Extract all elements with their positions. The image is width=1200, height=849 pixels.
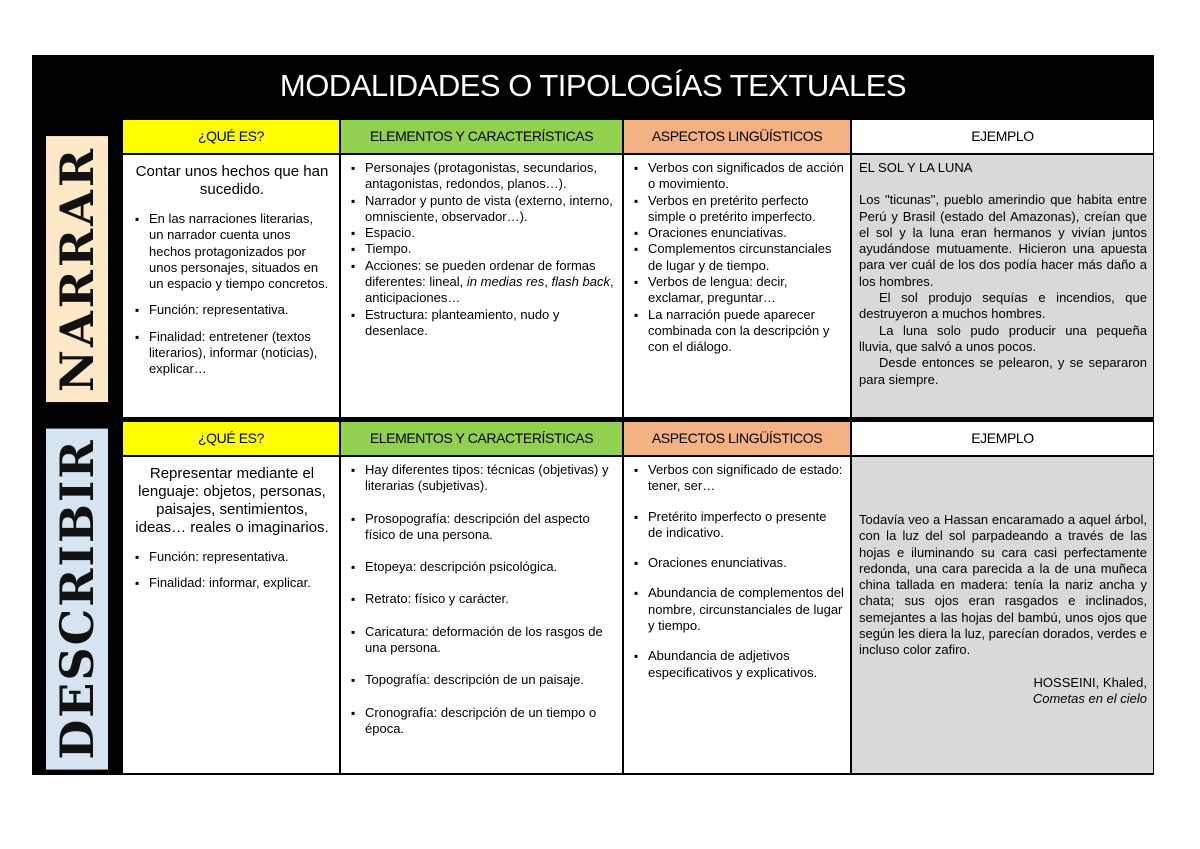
example-author [859, 675, 1147, 708]
list-item: ▪ Estructura: planteamiento, nudo y desenlace. [351, 307, 616, 340]
italic-term: flash back [551, 274, 610, 290]
list-item: ▪ Verbos con significados de acción o movimiento. [634, 160, 844, 193]
list-item: ▪ Espacio. [351, 225, 616, 241]
narrar-definition-list [135, 211, 329, 378]
list-item: ▪ Verbos en pretérito perfecto simple o pretérito imperfecto. [634, 193, 844, 226]
narrar-elementos-cell [341, 155, 622, 417]
side-label-narrar [32, 120, 122, 417]
list-item: ▪ Abundancia de adjetivos especificativos y explicativos. [634, 648, 844, 681]
list-item: ▪ Caricatura: deformación de los rasgos de una persona. [351, 624, 616, 657]
header-aspectos: ASPECTOS LINGÜÍSTICOS [624, 120, 850, 153]
narrar-aspectos-cell [624, 155, 850, 417]
narrar-definition: Contar unos hechos que han sucedido. [135, 163, 329, 198]
list-item: ▪ Complementos circunstanciales de lugar y de tiempo. [634, 241, 844, 274]
describir-section [122, 422, 1154, 773]
describir-aspectos-list [634, 462, 844, 681]
describir-aspectos-cell [624, 457, 850, 773]
describir-elementos-cell [341, 457, 622, 773]
italic-term: in medias res [466, 274, 545, 290]
list-item [351, 258, 616, 307]
list-item: ▪ Prosopografía: descripción del aspecto físico de una persona. [351, 511, 616, 544]
describir-label: DESCRIBIR [46, 428, 108, 769]
list-item: ▪ Verbos de lengua: decir, exclamar, preguntar… [634, 274, 844, 307]
list-item: ▪ Oraciones enunciativas. [634, 225, 844, 241]
example-text [859, 192, 1147, 388]
list-item: ▪ La narración puede aparecer combinada con la descripción y con el diálogo. [634, 307, 844, 356]
page-title: MODALIDADES O TIPOLOGÍAS TEXTUALES [32, 55, 1154, 120]
list-item: ▪ Topografía: descripción de un paisaje. [351, 672, 616, 688]
header-aspectos: ASPECTOS LINGÜÍSTICOS [624, 422, 850, 455]
header-elementos: ELEMENTOS Y CARACTERÍSTICAS [341, 120, 622, 153]
narrar-ejemplo-cell [852, 155, 1153, 417]
header-elementos: ELEMENTOS Y CARACTERÍSTICAS [341, 422, 622, 455]
list-item: ▪ Personajes (protagonistas, secundarios, antagonistas, redondos, planos…). [351, 160, 616, 193]
list-item: ▪ Finalidad: informar, explicar. [135, 575, 329, 591]
list-item: ▪ Hay diferentes tipos: técnicas (objetivas) y literarias (subjetivas). [351, 462, 616, 495]
text-segment: Acciones: se pueden ordenar de formas diferentes: lineal, [365, 257, 596, 290]
list-item: ▪ Finalidad: entretener (textos literarios), informar (noticias), explicar… [135, 329, 329, 378]
list-item: ▪ Tiempo. [351, 241, 616, 257]
list-item: ▪ Función: representativa. [135, 302, 329, 318]
narrar-label: NARRAR [46, 135, 108, 401]
example-title: EL SOL Y LA LUNA [859, 160, 973, 175]
example-text: Todavía veo a Hassan encaramado a aquel árbol, con la luz del sol parpadeando a través de las hojas e iluminando su cara casi perfectamente redonda, una cara parecida a la de una muñeca china tallada en madera: tenía la nariz ancha y chata; sus ojos eran rasgados e inclinados, semejantes a las hojas del bambú, unos ojos que según les diera la luz, parecían dorados, verdes e incluso color zafiro. [859, 512, 1147, 658]
list-item: ▪ Pretérito imperfecto o presente de indicativo. [634, 509, 844, 542]
list-item: ▪ Etopeya: descripción psicológica. [351, 559, 616, 575]
describir-ejemplo-cell [852, 457, 1153, 773]
header-que-es: ¿QUÉ ES? [123, 422, 339, 455]
list-item: ▪ Cronografía: descripción de un tiempo o época. [351, 705, 616, 738]
narrar-definition-cell [123, 155, 339, 417]
example-paragraph: La luna solo pudo producir una pequeña lluvia, que salvó a unos pocos. [859, 322, 1147, 354]
narrar-aspectos-list [634, 160, 844, 356]
narrar-elementos-list [351, 160, 616, 339]
describir-definition-cell [123, 457, 339, 773]
example-paragraph: El sol produjo sequías e incendios, que destruyeron a muchos hombres. [859, 290, 1147, 322]
describir-definition: Representar mediante el lenguaje: objetos, personas, paisajes, sentimientos, ideas… reales o imaginarios. [135, 465, 329, 536]
list-item: ▪ Narrador y punto de vista (externo, interno, omnisciente, observador…). [351, 193, 616, 226]
author-name: HOSSEINI, Khaled, [1033, 674, 1147, 690]
text-segment: , [544, 274, 552, 290]
header-que-es: ¿QUÉ ES? [123, 120, 339, 153]
side-label-describir [32, 422, 122, 775]
list-item: ▪ Retrato: físico y carácter. [351, 591, 616, 607]
list-item: ▪ En las narraciones literarias, un narrador cuenta unos hechos protagonizados por unos personajes, situados en un espacio y tiempo concretos. [135, 211, 329, 292]
header-ejemplo: EJEMPLO [852, 120, 1153, 153]
list-item: ▪ Verbos con significado de estado: tener, ser… [634, 462, 844, 495]
example-paragraph: Los "ticunas", pueblo amerindio que habita entre Perú y Brasil (estado del Amazonas), creían que el sol y la luna eran hermanos y vivían juntos ayudándose mutuamente. Hicieron una apuesta para ver cuál de los dos podía hacer más daño a los hombres. [859, 192, 1147, 289]
list-item: ▪ Función: representativa. [135, 549, 329, 565]
list-item: ▪ Oraciones enunciativas. [634, 555, 844, 571]
list-item: ▪ Abundancia de complementos del nombre, circunstanciales de lugar y tiempo. [634, 585, 844, 634]
describir-elementos-list [351, 462, 616, 737]
typology-table [32, 55, 1154, 775]
example-paragraph: Desde entonces se pelearon, y se separaron para siempre. [859, 355, 1147, 387]
book-title: Cometas en el cielo [1032, 690, 1147, 706]
header-ejemplo: EJEMPLO [852, 422, 1153, 455]
narrar-section [122, 120, 1154, 417]
describir-definition-list [135, 549, 329, 592]
text-segment: , anticipaciones… [365, 274, 614, 306]
